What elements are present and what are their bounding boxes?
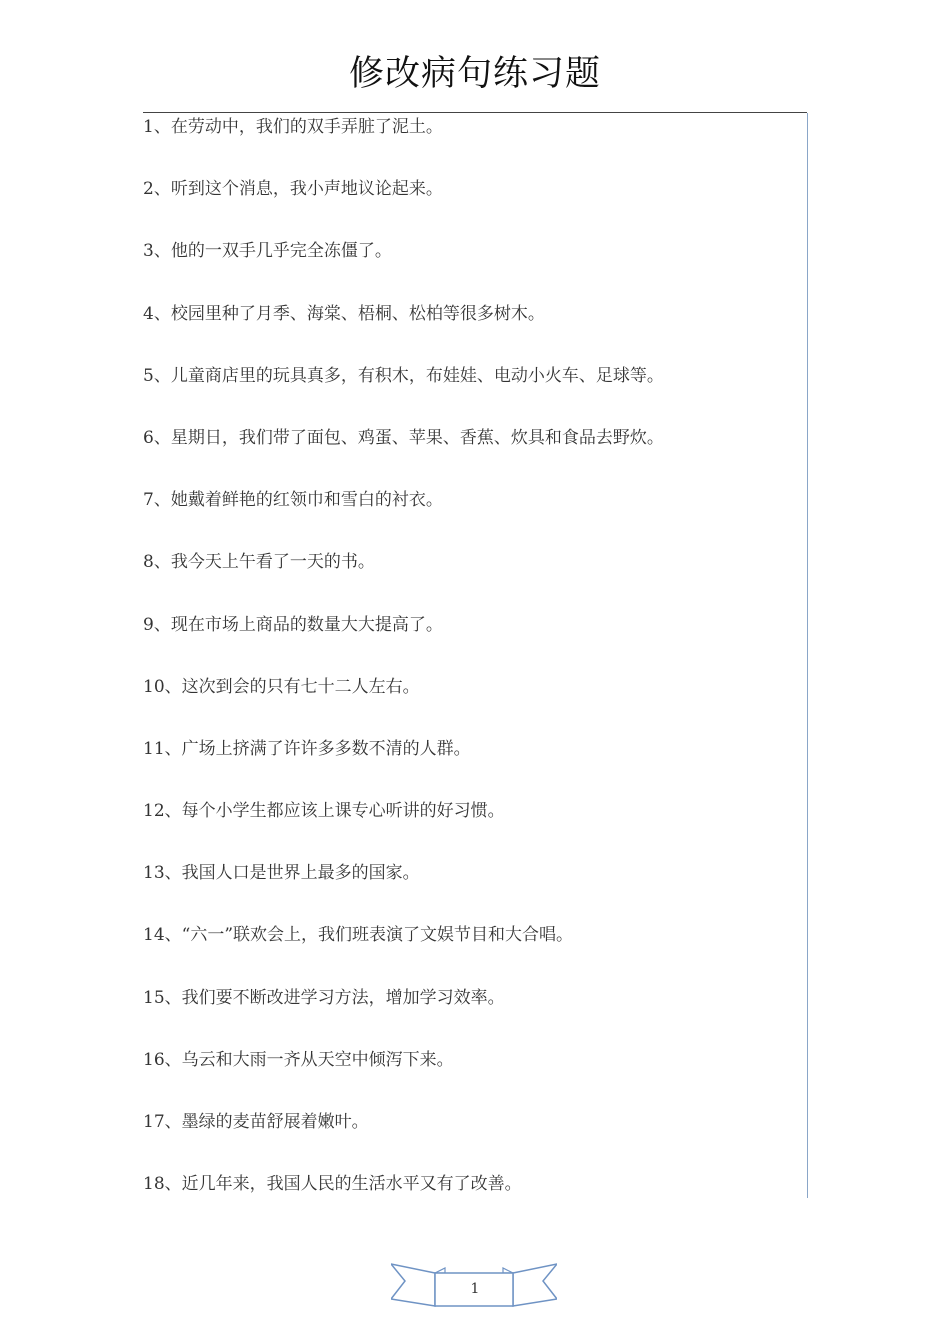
exercise-item: 12、每个小学生都应该上课专心听讲的好习惯。 [143, 801, 505, 822]
document-title: 修改病句练习题 [348, 54, 601, 94]
right-margin-line [807, 113, 808, 1198]
exercise-item: 13、我国人口是世界上最多的国家。 [143, 863, 420, 884]
exercise-item: 4、校园里种了月季、海棠、梧桐、松柏等很多树木。 [143, 303, 545, 324]
exercise-item: 17、墨绿的麦苗舒展着嫩叶。 [143, 1112, 369, 1132]
exercise-item: 14、“六一”联欢会上，我们班表演了文娱节目和大合唱。 [143, 925, 574, 946]
exercise-item: 9、现在市场上商品的数量大大提高了。 [143, 614, 443, 635]
exercise-item: 1、在劳动中，我们的双手弄脏了泥土。 [143, 117, 443, 137]
exercise-item: 11、广场上挤满了许许多多数不清的人群。 [143, 738, 471, 759]
exercise-item: 7、她戴着鲜艳的红领巾和雪白的衬衣。 [143, 490, 443, 511]
exercise-item: 8、我今天上午看了一天的书。 [143, 552, 375, 573]
exercise-item: 5、儿童商店里的玩具真多，有积木，布娃娃、电动小火车、足球等。 [143, 365, 664, 386]
exercise-item: 16、乌云和大雨一齐从天空中倾泻下来。 [143, 1049, 454, 1070]
exercise-item: 10、这次到会的只有七十二人左右。 [143, 676, 420, 697]
page-number: 1 [470, 1281, 480, 1297]
exercise-item: 18、近几年来，我国人民的生活水平又有了改善。 [143, 1174, 522, 1195]
exercise-item: 3、他的一双手几乎完全冻僵了。 [143, 241, 392, 262]
exercise-item: 15、我们要不断改进学习方法，增加学习效率。 [143, 987, 505, 1008]
exercise-list [143, 113, 803, 1232]
exercise-item: 2、听到这个消息，我小声地议论起来。 [143, 179, 443, 200]
exercise-item: 6、星期日，我们带了面包、鸡蛋、苹果、香蕉、炊具和食品去野炊。 [143, 427, 664, 448]
